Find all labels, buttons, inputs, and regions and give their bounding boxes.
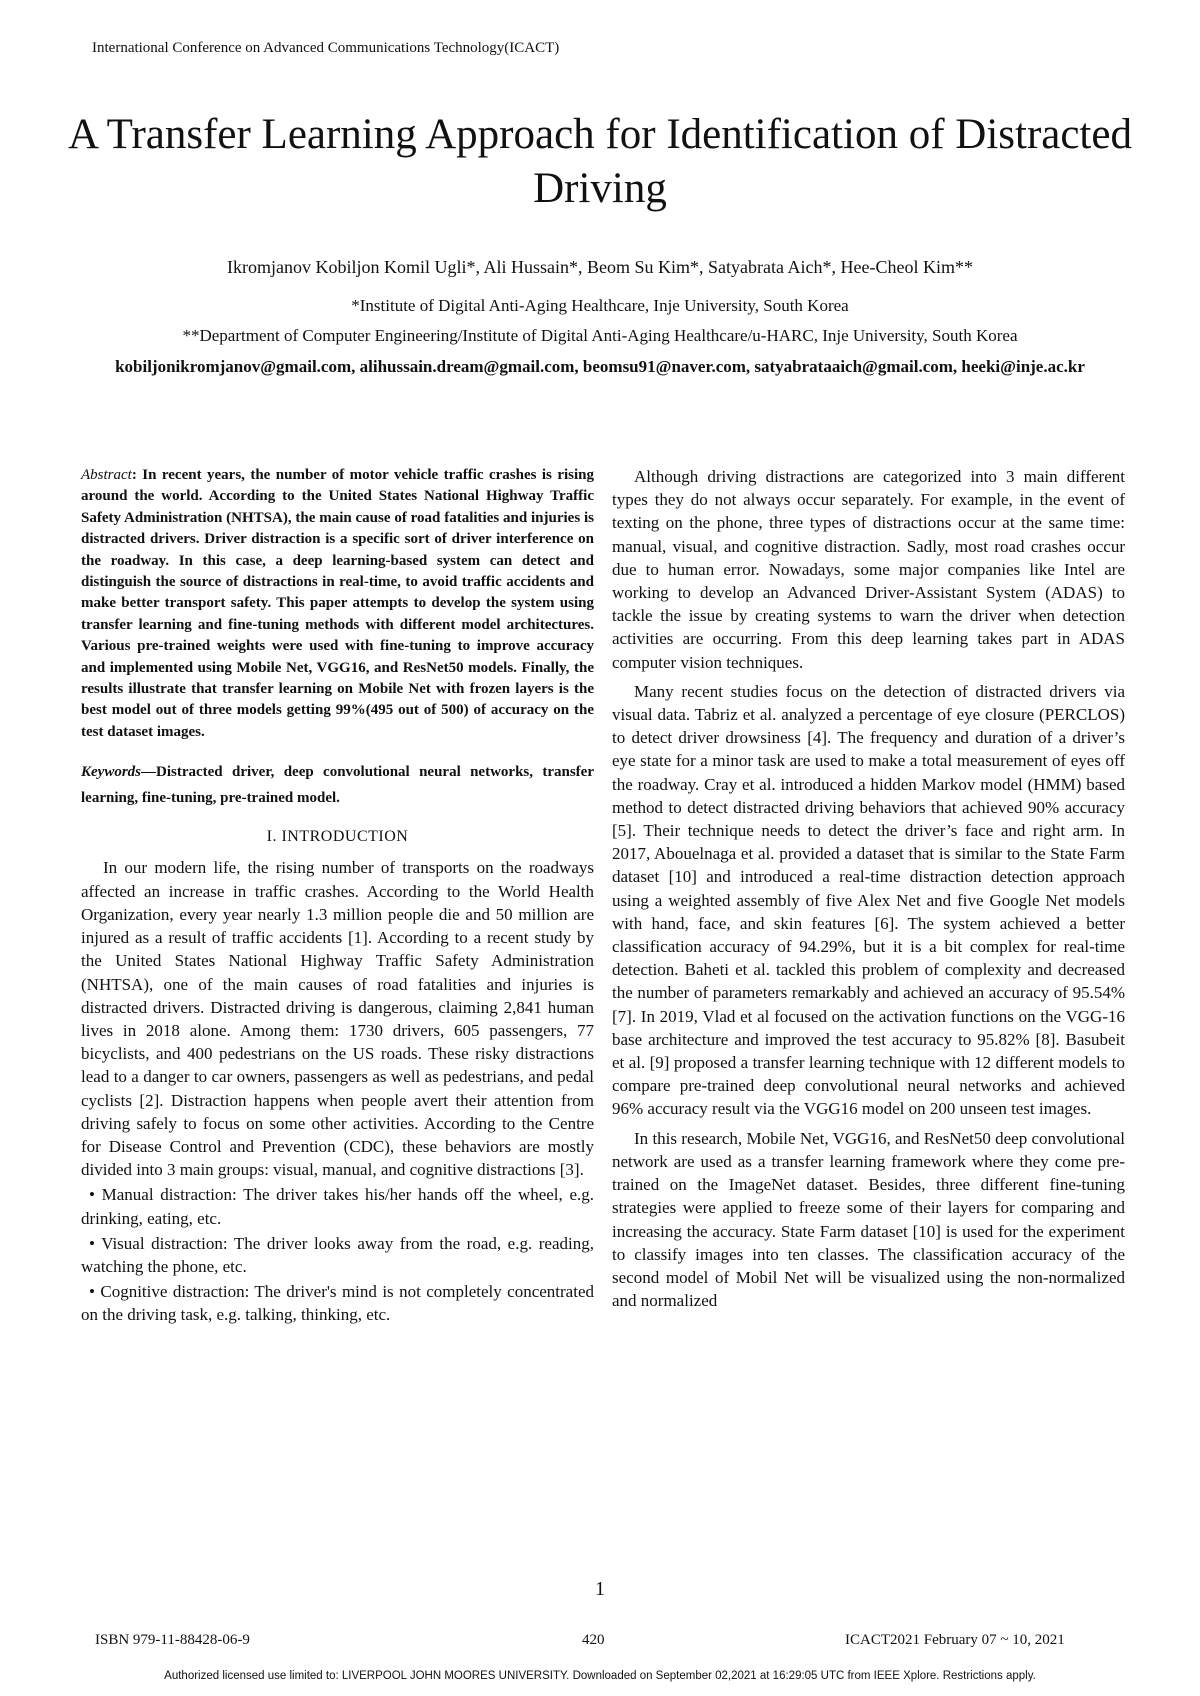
page-number: 1 bbox=[595, 1578, 605, 1600]
paper-title: A Transfer Learning Approach for Identification of Distracted Driving bbox=[68, 111, 1132, 212]
conference-date: ICACT2021 February 07 ~ 10, 2021 bbox=[845, 1632, 1065, 1648]
right-column bbox=[612, 465, 1125, 1312]
intro-paragraph-3: Many recent studies focus on the detection of distracted drivers via visual data. Tabriz et al. analyzed a percentage of eye closure (PERCLOS) to detect driver drowsiness [4]. The frequency and duration of a driver’s eye state for a minor task are used to make a total measurement of eyes off the roadway. Cray et al. introduced a hidden Markov model (HMM) based method to detect distracted driving behaviors that achieved 90% accuracy [5]. Their technique needs to detect the driver’s face and right arm. In 2017, Abouelnaga et al. provided a dataset that is similar to the State Farm dataset [10] and introduced a real-time distraction detection approach using a weighted assembly of five Alex Net and five Google Net models with hand, face, and skin features [6]. The system achieved a better classification accuracy of 94.29%, but it is a bit complex for real-time detection. Baheti et al. tackled this problem of complexity and decreased the number of parameters remarkably and achieved an accuracy of 95.54% [7]. In 2019, Vlad et al focused on the activation functions on the VGG-16 base architecture and improved the test accuracy to 95.82% [8]. Basubeit et al. [9] proposed a transfer learning technique with 12 different models to compare pre-trained deep convolutional neural networks and achieved 96% accuracy result via the VGG16 model on 200 unseen test images. bbox=[612, 681, 1125, 1119]
left-column bbox=[81, 465, 594, 1327]
affiliation-1: *Institute of Digital Anti-Aging Healthcare, Inje University, South Korea bbox=[351, 296, 849, 315]
section-heading-introduction: I. INTRODUCTION bbox=[266, 828, 409, 846]
conference-header: International Conference on Advanced Communications Technology(ICACT) bbox=[92, 40, 560, 56]
bullet-visual: • Visual distraction: The driver looks away from the road, e.g. reading, watching the phone, etc. bbox=[81, 1233, 594, 1276]
abstract-label: Abstract bbox=[81, 467, 132, 483]
bullet-manual: • Manual distraction: The driver takes his/her hands off the wheel, e.g. drinking, eating, etc. bbox=[81, 1185, 594, 1228]
affiliation-2: **Department of Computer Engineering/Institute of Digital Anti-Aging Healthcare/u-HARC, Inje University, South Korea bbox=[182, 326, 1018, 345]
author-list: Ikromjanov Kobiljon Komil Ugli*, Ali Hussain*, Beom Su Kim*, Satyabrata Aich*, Hee-Cheol Kim** bbox=[227, 257, 973, 277]
author-emails: kobiljonikromjanov@gmail.com, alihussain.dream@gmail.com, beomsu91@naver.com, satyabrataaich@gmail.com, heeki@inje.ac.kr bbox=[115, 357, 1085, 376]
proceedings-page-number: 420 bbox=[582, 1632, 605, 1648]
isbn: ISBN 979-11-88428-06-9 bbox=[95, 1632, 250, 1648]
keywords bbox=[81, 759, 594, 811]
bullet-cognitive: • Cognitive distraction: The driver's mind is not completely concentrated on the driving task, e.g. talking, thinking, etc. bbox=[81, 1282, 594, 1325]
license-notice: Authorized licensed use limited to: LIVERPOOL JOHN MOORES UNIVERSITY. Downloaded on September 02,2021 at 16:29:05 UTC from IEEE Xplore. Restrictions apply. bbox=[164, 1670, 1036, 1682]
intro-paragraph-4: In this research, Mobile Net, VGG16, and ResNet50 deep convolutional network are used as a transfer learning framework where they come pre-trained on the ImageNet dataset. Besides, three different fine-tuning strategies were applied to freeze some of their layers for comparing and increasing the accuracy. State Farm dataset [10] is used for the experiment to classify images into ten classes. The classification accuracy of the second model of Mobil Net will be visualized using the non-normalized and normalized bbox=[612, 1128, 1125, 1311]
abstract-text: : In recent years, the number of motor vehicle traffic crashes is rising around the world. According to the United States National Highway Traffic Safety Administration (NHTSA), the main cause of road fatalities and injuries is distracted drivers. Driver distraction is a specific sort of driver interference on the roadway. In this case, a deep learning-based system can detect and distinguish the source of distractions in real-time, to avoid traffic accidents and make better transport safety. This paper attempts to develop the system using transfer learning and fine-tuning methods with different model architectures. Various pre-trained weights were used with fine-tuning to improve accuracy and implemented using Mobile Net, VGG16, and ResNet50 models. Finally, the results illustrate that transfer learning on Mobile Net with frozen layers is the best model out of three models getting 99%(495 out of 500) of accuracy on the test dataset images. bbox=[81, 467, 594, 740]
keywords-label: Keywords bbox=[81, 764, 141, 781]
abstract bbox=[81, 465, 594, 743]
intro-paragraph-2: Although driving distractions are categorized into 3 main different types they do not always occur separately. For example, in the event of texting on the phone, three types of distractions occur at the same time: manual, visual, and cognitive distraction. Sadly, most road crashes occur due to human error. Nowadays, some major companies like Intel are working to develop an Advanced Driver-Assistant System (ADAS) to tackle the issue by creating systems to warn the driver when detection activities are occurring. From this deep learning takes part in ADAS computer vision techniques. bbox=[612, 467, 1125, 672]
intro-paragraph-1: In our modern life, the rising number of transports on the roadways affected an increase in traffic crashes. According to the World Health Organization, every year nearly 1.3 million people die and 50 million are injured as a result of traffic accidents [1]. According to a recent study by the United States National Highway Traffic Safety Administration (NHTSA), one of the main causes of road fatalities and injuries is distracted drivers. Distracted driving is dangerous, claiming 2,841 human lives in 2018 alone. Among them: 1730 drivers, 605 passengers, 77 bicyclists, and 400 pedestrians on the US roads. These risky distractions lead to a danger to car owners, passengers as well as pedestrians, and pedal cyclists [2]. Distraction happens when people avert their attention from driving safely to focus on some other activities. According to the Centre for Disease Control and Prevention (CDC), these behaviors are mostly divided into 3 main groups: visual, manual, and cognitive distractions [3]. bbox=[81, 858, 594, 1180]
keywords-text: —Distracted driver, deep convolutional neural networks, transfer learning, fine-tuning, pre-trained model. bbox=[81, 764, 594, 807]
